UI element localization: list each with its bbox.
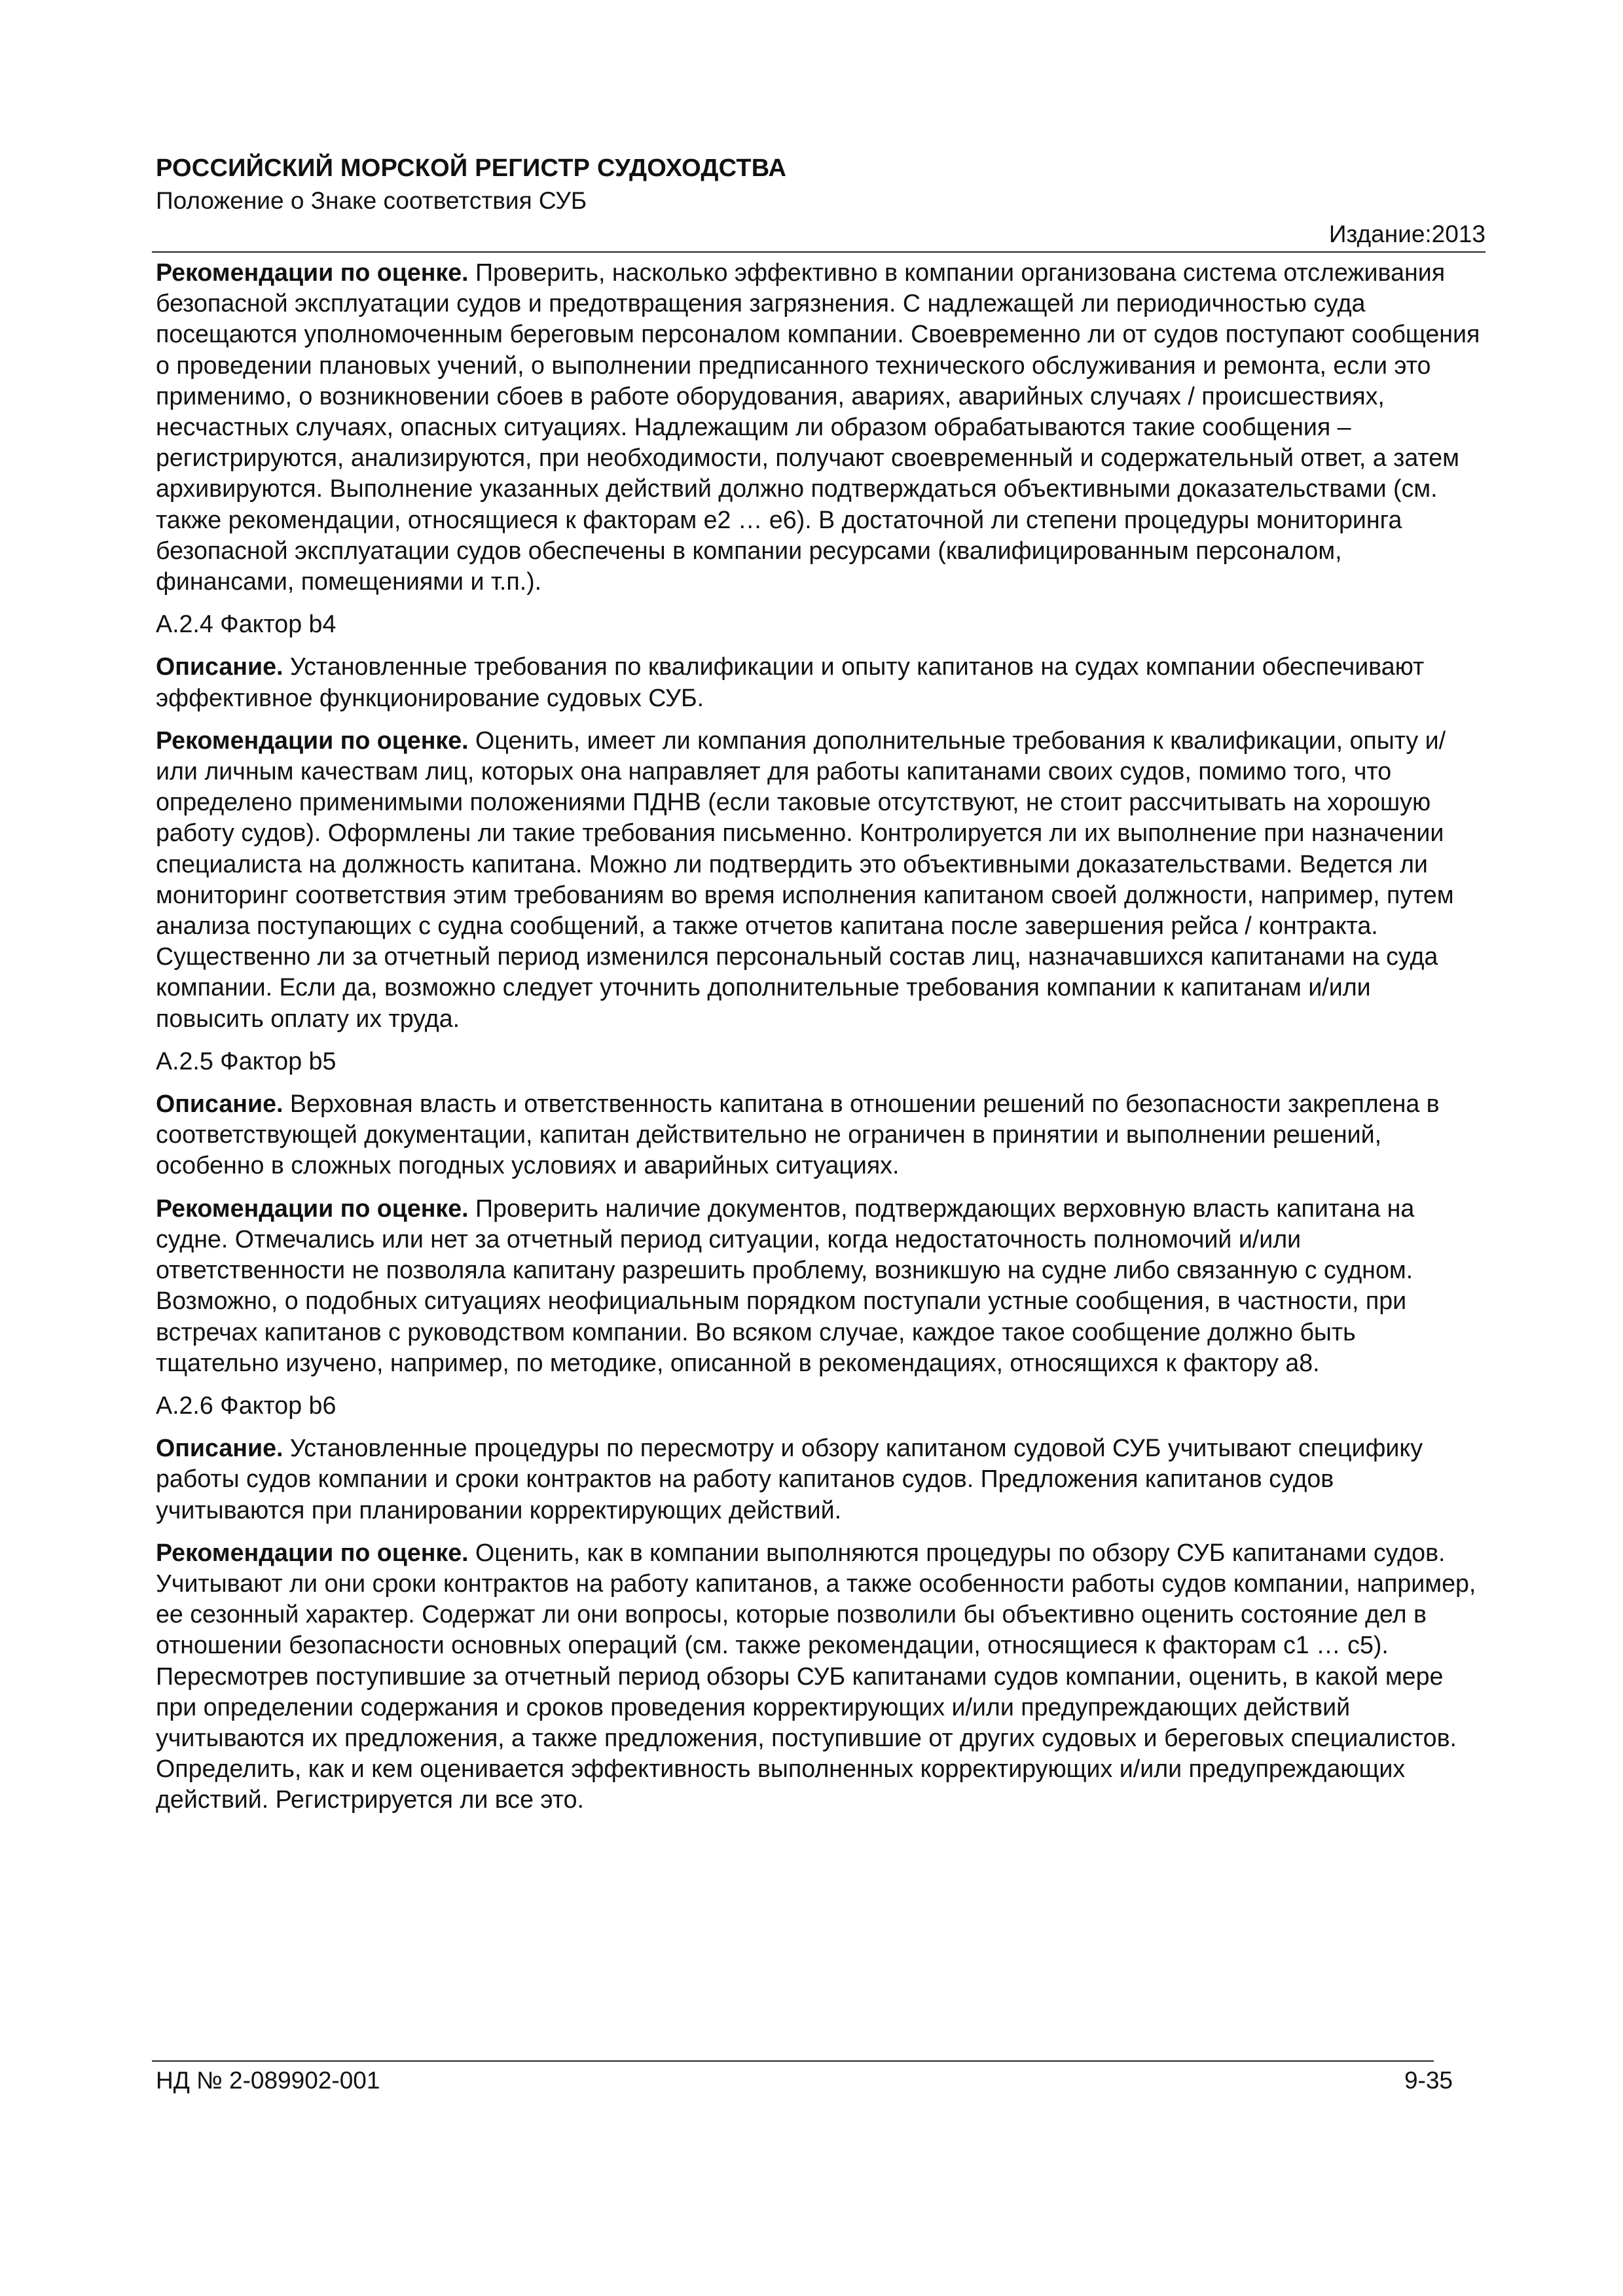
document-number: НД № 2-089902-001 — [156, 2067, 380, 2094]
section-heading-a25: A.2.5 Фактор b5 — [156, 1047, 337, 1075]
document-title: РОССИЙСКИЙ МОРСКОЙ РЕГИСТР СУДОХОДСТВА — [156, 154, 787, 182]
paragraph-description — [156, 1088, 1484, 1181]
paragraph-text: Проверить, насколько эффективно в компании организована система отслеживания безопасной эксплуатации судов и предотвращения загрязнения. С надлежащей ли периодичностью суда посещаются уполномоченным береговым персоналом компании. Своевременно ли от судов поступают сообщения о проведении плановых учений, о выполнении предписанного технического обслуживания и ремонта, если это применимо, о возникновении сбоев в работе оборудования, авариях, аварийных случаях / происшествиях, несчастных случаях, опасных ситуациях. Надлежащим ли образом обрабатываются такие сообщения – регистрируются, анализируются, при необходимости, получают своевременный и содержательный ответ, а затем архивируются. Выполнение указанных действий должно подтверждаться объективными доказательствами (см. также рекомендации, относящиеся к факторам e2 … e6). В достаточной ли степени процедуры мониторинга безопасной эксплуатации судов обеспечены в компании ресурсами (квалифицированным персоналом, финансами, помещениями и т.п.). — [156, 259, 1480, 596]
paragraph-text: Проверить наличие документов, подтверждающих верховную власть капитана на судне. Отмечались или нет за отчетный период ситуации, когда недостаточность полномочий и/или ответственности не позволяла капитану разрешить проблему, возникшую на судне либо связанную с судном. Возможно, о подобных ситуациях неофициальным порядком поступали устные сообщения, в частности, при встречах капитанов с руководством компании. Во всяком случае, каждое такое сообщение должно быть тщательно изучено, например, по методике, описанной в рекомендациях, относящихся к фактору a8. — [156, 1194, 1415, 1376]
paragraph-assessment-recommendations — [156, 257, 1484, 597]
paragraph-description — [156, 1433, 1484, 1526]
footer-divider — [152, 2060, 1434, 2062]
paragraph-lead: Описание. — [156, 1090, 283, 1118]
paragraph-lead: Рекомендации по оценке. — [156, 259, 469, 286]
paragraph-assessment-recommendations — [156, 1537, 1484, 1816]
paragraph-text: Оценить, как в компании выполняются процедуры по обзору СУБ капитанами судов. Учитывают ли они сроки контрактов на работу капитанов, а также особенности работы судов компании, например, ее сезонный характер. Содержат ли они вопросы, которые позволили бы объективно оценить состояние дел в отношении безопасности основных операций (см. также рекомендации, относящиеся к факторам c1 … c5). Пересмотрев поступившие за отчетный период обзоры СУБ капитанами судов компании, оценить, в какой мере при определении содержания и сроков проведения корректирующих и/или предупреждающих действий учитываются их предложения, а также предложения, поступившие от других судовых и береговых специалистов. Определить, как и кем оценивается эффективность выполненных корректирующих и/или предупреждающих действий. Регистрируется ли все это. — [156, 1538, 1476, 1814]
paragraph-text: Установленные требования по квалификации и опыту капитанов на судах компании обеспечивают эффективное функционирование судовых СУБ. — [156, 653, 1425, 711]
paragraph-text: Установленные процедуры по пересмотру и обзору капитаном судовой СУБ учитывают специфику работы судов компании и сроки контрактов на работу капитанов судов. Предложения капитанов судов учитываются при планировании корректирующих действий. — [156, 1434, 1423, 1524]
paragraph-lead: Рекомендации по оценке. — [156, 726, 469, 754]
paragraph-text: Верховная власть и ответственность капитана в отношении решений по безопасности закреплена в соответствующей документации, капитан действительно не ограничен в принятии и выполнении решений, особенно в сложных погодных условиях и аварийных ситуациях. — [156, 1090, 1440, 1179]
page-number: 9-35 — [1404, 2067, 1453, 2094]
paragraph-assessment-recommendations — [156, 725, 1484, 1034]
paragraph-assessment-recommendations — [156, 1193, 1484, 1378]
section-heading-a24: A.2.4 Фактор b4 — [156, 610, 337, 638]
header-divider — [152, 251, 1486, 253]
paragraph-lead: Описание. — [156, 1434, 283, 1462]
document-body — [156, 257, 1484, 1827]
paragraph-lead: Описание. — [156, 653, 283, 681]
paragraph-description — [156, 651, 1484, 713]
paragraph-lead: Рекомендации по оценке. — [156, 1194, 469, 1222]
paragraph-lead: Рекомендации по оценке. — [156, 1538, 469, 1566]
section-heading-a26: A.2.6 Фактор b6 — [156, 1391, 337, 1419]
edition-label: Издание:2013 — [1328, 221, 1486, 247]
document-subtitle: Положение о Знаке соответствия СУБ — [156, 187, 587, 214]
paragraph-text: Оценить, имеет ли компания дополнительные требования к квалификации, опыту и/или личным качествам лиц, которых она направляет для работы капитанами своих судов, помимо того, что определено применимыми положениями ПДНВ (если таковые отсутствуют, не стоит рассчитывать на хорошую работу судов). Оформлены ли такие требования письменно. Контролируется ли их выполнение при назначении специалиста на должность капитана. Можно ли подтвердить это объективными доказательствами. Ведется ли мониторинг соответствия этим требованиям во время исполнения капитаном своей должности, например, путем анализа поступающих с судна сообщений, а также отчетов капитана после завершения рейса / контракта. Существенно ли за отчетный период изменился персональный состав лиц, назначавшихся капитанами на суда компании. Если да, возможно следует уточнить дополнительные требования компании к капитанам и/или повысить оплату их труда. — [156, 726, 1454, 1032]
